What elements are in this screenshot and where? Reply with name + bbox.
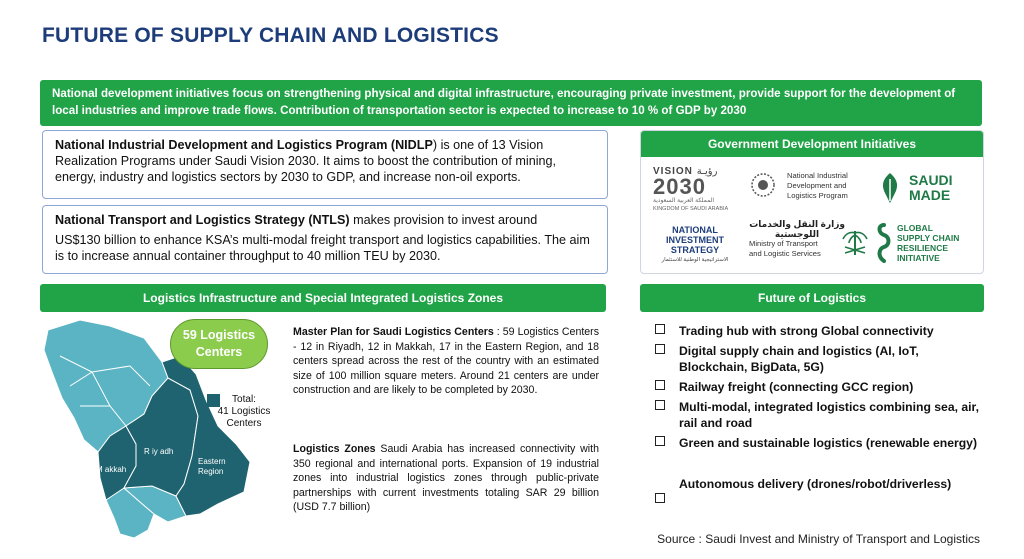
nidlp-title: National Industrial Development and Logistics Program (NIDLP [55,138,433,152]
logistics-centers-pill: 59 Logistics Centers [170,319,268,369]
list-item: Green and sustainable logistics (renewable energy) [655,435,985,451]
checkbox-icon [655,344,665,354]
list-item: Multi-modal, integrated logistics combining sea, air, rail and road [655,399,985,431]
summary-banner: National development initiatives focus on strengthening physical and digital infrastructure, encouraging private investment, provide support for the development of local industries and improve trade flows. Contribution of transportation sector is expected to increase to 10 % of GDP by 2030 [40,80,982,126]
logistics-infrastructure-heading: Logistics Infrastructure and Special Integrated Logistics Zones [40,284,606,312]
vision-2030-logo: VISION رؤيـة 2030 المملكة العربية السعودية KINGDOM OF SAUDI ARABIA [653,166,729,212]
ntls-text-1: makes provision to invest around [349,213,538,227]
list-item: Digital supply chain and logistics (AI, IoT, Blockchain, BigData, 5G) [655,343,985,375]
checkbox-icon [655,436,665,446]
palm-emblem-icon [841,227,869,259]
map-label-eastern-2: Region [198,467,224,476]
government-initiatives-heading: Government Development Initiatives [641,131,983,157]
page-title: FUTURE OF SUPPLY CHAIN AND LOGISTICS [42,24,499,47]
checkbox-icon [655,493,665,503]
saudi-made-logo: SAUDI MADE [875,171,973,207]
list-item: Trading hub with strong Global connectivity [655,323,985,339]
ntls-text-2: US$130 billion to enhance KSA’s multi-modal freight transport and logistics capabilities. The aim is to increase annual container throughput to 40 million TEU by 2030. [55,233,590,263]
map-label-riyadh: R iy adh [144,447,174,456]
initiative-logos [641,157,983,273]
nidlp-emblem-icon [749,171,777,199]
ntls-box [42,205,608,274]
nidlp-logo-text: National Industrial Development and Logistics Program [787,171,848,200]
checkbox-icon [655,380,665,390]
nidlp-box [42,130,608,199]
map-label-makkah: M akkah [96,465,127,474]
ministry-of-transport-logo: وزارة النقل والخدمات اللوجستية Ministry of Transport and Logistic Services [749,219,845,258]
master-plan-paragraph: Master Plan for Saudi Logistics Centers : 59 Logistics Centers - 12 in Riyadh, 12 in Makkah, 17 in the Eastern Region, and 18 centers spread across the rest of the country with an estimated size of 100 million square meters. Around 21 centers are under construction and are likely to be completed by 2030. [293,326,600,396]
checkbox-icon [655,324,665,334]
gscri-logo: GLOBAL SUPPLY CHAIN RESILIENCE INITIATIVE [875,221,979,265]
national-investment-strategy-logo: NATIONAL INVESTMENT STRATEGY الاستراتيجية الوطنية للاستثمار [661,225,729,263]
future-of-logistics-list [655,323,985,455]
map-legend: Total: 41 Logistics Centers [217,394,271,429]
checkbox-icon [655,400,665,410]
map-label-eastern-1: Eastern [198,457,226,466]
future-of-logistics-heading: Future of Logistics [640,284,984,312]
future-autonomous-delivery: Autonomous delivery (drones/robot/driverless) [679,477,952,491]
logistics-zones-paragraph: Logistics Zones Saudi Arabia has increased connectivity with 350 regional and international ports. Expansion of 19 industrial zones into industrial logistics zones through public-private partnerships with current investments totaling SAR 29 billion (USD 7.7 billion) [293,443,599,513]
list-item: Railway freight (connecting GCC region) [655,379,985,395]
ntls-title: National Transport and Logistics Strategy (NTLS) [55,213,350,227]
nidlp-text: ) is one of 13 Vision Realization Programs under Saudi Vision 2030. It aims to boost the contribution of mining, energy, industry and logistics sectors by 2030 to GDP, and increase non-oil exports. [55,138,557,184]
source-note: Source : Saudi Invest and Ministry of Transport and Logistics [657,532,980,546]
government-initiatives-panel [640,130,984,274]
